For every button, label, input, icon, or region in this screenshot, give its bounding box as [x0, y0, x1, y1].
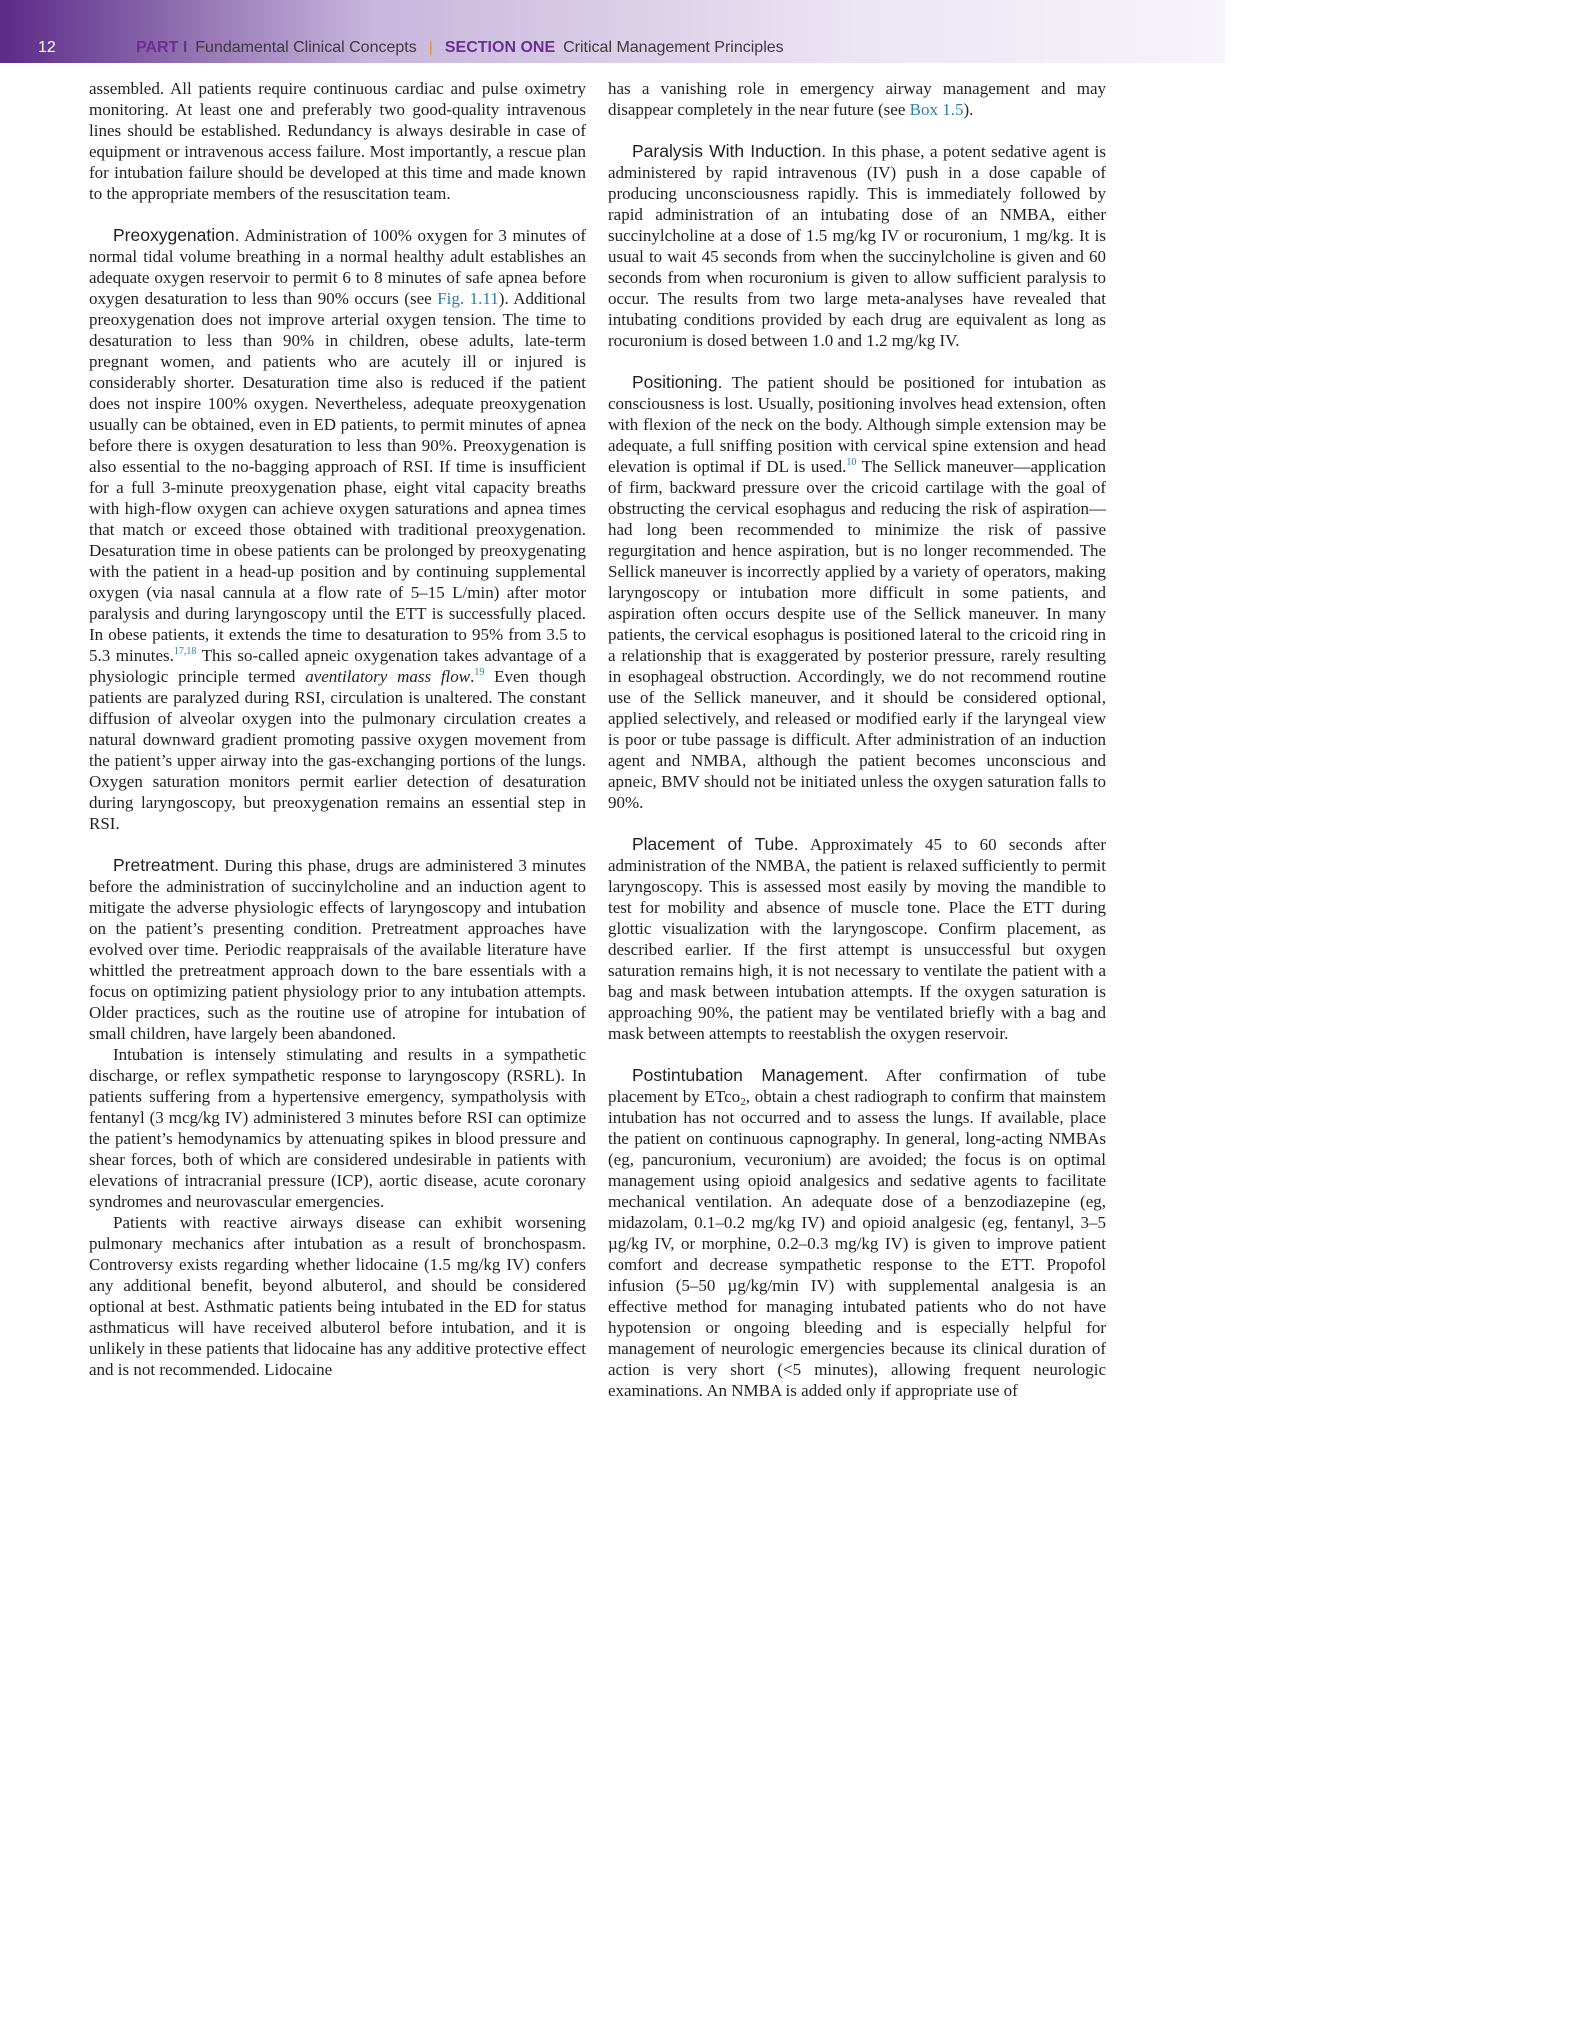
running-head-text	[136, 37, 784, 59]
left-column	[89, 78, 586, 1380]
right-column	[608, 78, 1106, 1401]
citation-link[interactable]: 10	[846, 457, 857, 468]
running-header	[0, 0, 1225, 63]
part-title: Fundamental Clinical Concepts	[195, 39, 417, 56]
citation-link[interactable]: 17,18	[173, 646, 197, 657]
paragraph-intubation: Intubation is intensely stimulating and results in a sympathetic discharge, or reflex sympathetic response to laryngoscopy (RSRL). In patients suffering from a hypertensive emergency, sympatholysis with fentanyl (3 mcg/kg IV) administered 3 minutes before RSI can optimize the patient’s hemodynamics by attenuating spikes in blood pressure and shear forces, both of which are considered undesirable in patients with elevations of intracranial pressure (ICP), aortic disease, acute coronary syndromes and neurovascular emergencies.	[89, 1045, 586, 1211]
paragraph-placement: Placement of Tube. Approximately 45 to 60 seconds after administration of the NMBA, the patient is relaxed sufficiently to permit laryngoscopy. This is assessed most easily by moving the mandible to test for mobility and absence of muscle tone. Place the ETT during glottic visualization with the laryngoscope. Confirm placement, as described earlier. If the first attempt is unsuccessful but oxygen saturation remains high, it is not necessary to ventilate the patient with a bag and mask between intubation attempts. If the oxygen saturation is approaching 90%, the patient may be ventilated briefly with a bag and mask between attempts to reestablish the oxygen reservoir.	[608, 834, 1106, 1043]
header-separator: |	[428, 39, 433, 56]
heading-placement: Placement of Tube.	[632, 834, 799, 854]
heading-preoxygenation: Preoxygenation.	[113, 225, 240, 245]
section-label: SECTION ONE	[444, 39, 556, 56]
paragraph-paralysis: Paralysis With Induction. In this phase, a potent sedative agent is administered by rapid intravenous (IV) push in a dose capable of producing unconsciousness rapidly. This is immediately followed by rapid administration of an intubating dose of an NMBA, either succinylcholine at a dose of 1.5 mg/kg IV or rocuronium, 1 mg/kg. It is usual to wait 45 seconds from when the succinylcholine is given and 60 seconds from when rocuronium is given to allow sufficient paralysis to occur. The results from two large meta-analyses have revealed that intubating conditions provided by each drug are equivalent as long as rocuronium is dosed between 1.0 and 1.2 mg/kg IV.	[608, 141, 1106, 350]
paragraph-pretreatment: Pretreatment. During this phase, drugs are administered 3 minutes before the administration of succinylcholine and an induction agent to mitigate the adverse physiologic effects of laryngoscopy and intubation on the patient’s presenting condition. Pretreatment approaches have evolved over time. Periodic reappraisals of the available literature have whittled the pretreatment approach down to the bare essentials with a focus on optimizing patient physiology prior to any intubation attempts. Older practices, such as the routine use of atropine for intubation of small children, have largely been abandoned.	[89, 855, 586, 1043]
paragraph-preoxygenation: Preoxygenation. Administration of 100% oxygen for 3 minutes of normal tidal volume breathing in a normal healthy adult establishes an adequate oxygen reservoir to permit 6 to 8 minutes of safe apnea before oxygen desaturation to less than 90% occurs (see Fig. 1.11). Additional preoxygenation does not improve arterial oxygen tension. The time to desaturation to less than 90% in children, obese adults, late-term pregnant women, and patients who are acutely ill or injured is considerably shorter. Desaturation time also is reduced if the patient does not inspire 100% oxygen. Nevertheless, adequate preoxygenation usually can be obtained, even in ED patients, to permit minutes of apnea before there is oxygen desaturation to less than 90%. Preoxygenation is also essential to the no-bagging approach of RSI. If time is insufficient for a full 3-minute preoxygenation phase, eight vital capacity breaths with high-flow oxygen can achieve oxygen saturations and apnea times that match or exceed those obtained with traditional preoxygenation. Desaturation time in obese patients can be prolonged by preoxygenating with the patient in a head-up position and by continuing supplemental oxygen (via nasal cannula at a flow rate of 5–15 L/min) after motor paralysis and during laryngoscopy until the ETT is successfully placed. In obese patients, it extends the time to desaturation to 95% from 3.5 to 5.3 minutes.$^{17,18}$ This so-called apneic oxygenation takes advantage of a physiologic principle termed aventilatory mass flow.$^{19}$ Even though patients are paralyzed during RSI, circulation is unaltered. The constant diffusion of alveolar oxygen into the pulmonary circulation creates a natural downward gradient promoting passive oxygen movement from the patient’s upper airway into the gas-exchanging portions of the lungs. Oxygen saturation monitors permit earlier detection of desaturation during laryngoscopy, but preoxygenation remains an essential step in RSI.	[89, 225, 586, 833]
heading-positioning: Positioning.	[632, 372, 723, 392]
paragraph-continued: assembled. All patients require continuous cardiac and pulse oximetry monitoring. At least one and preferably two good-quality intravenous lines should be established. Redundancy is always desirable in case of equipment or intravenous access failure. Most importantly, a rescue plan for intubation failure should be developed at this time and made known to the appropriate members of the resuscitation team.	[89, 79, 586, 203]
heading-postintubation: Postintubation Management.	[632, 1065, 869, 1085]
heading-pretreatment: Pretreatment.	[113, 855, 220, 875]
paragraph-continued-right: has a vanishing role in emergency airway management and may disappear completely in the near future (see Box 1.5).	[608, 79, 1106, 119]
citation-link[interactable]: 19	[474, 667, 485, 678]
box-link[interactable]: Box 1.5	[909, 100, 964, 119]
page-number: 12	[38, 39, 56, 56]
paragraph-reactive-airways: Patients with reactive airways disease can exhibit worsening pulmonary mechanics after intubation as a result of bronchospasm. Controversy exists regarding whether lidocaine (1.5 mg/kg IV) confers any additional benefit, beyond albuterol, and should be considered optional at best. Asthmatic patients being intubated in the ED for status asthmaticus will have received albuterol before intubation, and it is unlikely in these patients that lidocaine has any additive protective effect and is not recommended. Lidocaine	[89, 1213, 586, 1379]
section-title: Critical Management Principles	[563, 39, 784, 56]
heading-paralysis: Paralysis With Induction.	[632, 141, 827, 161]
paragraph-positioning: Positioning. The patient should be positioned for intubation as consciousness is lost. Usually, positioning involves head extension, often with flexion of the neck on the body. Although simple extension may be adequate, a full sniffing position with cervical spine extension and head elevation is optimal if DL is used.$^{10}$ The Sellick maneuver—application of firm, backward pressure over the cricoid cartilage with the goal of obstructing the cervical esophagus and reducing the risk of aspiration—had long been recommended to minimize the risk of passive regurgitation and hence aspiration, but is no longer recommended. The Sellick maneuver is incorrectly applied by a variety of operators, making laryngoscopy or intubation more difficult in some patients, and aspiration often occurs despite use of the Sellick maneuver. In many patients, the cervical esophagus is positioned lateral to the cricoid ring in a relationship that is exaggerated by posterior pressure, rarely resulting in esophageal obstruction. Accordingly, we do not recommend routine use of the Sellick maneuver, and it should be considered optional, applied selectively, and released or modified early if the laryngeal view is poor or tube passage is difficult. After administration of an induction agent and NMBA, although the patient becomes unconscious and apneic, BMV should not be initiated unless the oxygen saturation falls to 90%.	[608, 372, 1107, 812]
part-label: PART I	[136, 39, 188, 56]
figure-link[interactable]: Fig. 1.11	[437, 289, 499, 308]
italic-term: aventilatory mass flow	[305, 667, 471, 686]
paragraph-postintubation: Postintubation Management. After confirmation of tube placement by ETco$_2$, obtain a chest radiograph to confirm that mainstem intubation has not occurred and to assess the lungs. If available, place the patient on continuous capnography. In general, long-acting NMBAs (eg, pancuronium, vecuronium) are avoided; the focus is on optimal management using opioid analgesics and sedative agents to facilitate mechanical ventilation. An adequate dose of a benzodiazepine (eg, midazolam, 0.1–0.2 mg/kg IV) and opioid analgesic (eg, fentanyl, 3–5 µg/kg IV, or morphine, 0.2–0.3 mg/kg IV) is given to improve patient comfort and decrease sympathetic response to the ETT. Propofol infusion (5–50 µg/kg/min IV) with supplemental analgesia is an effective method for managing intubated patients who do not have hypotension or ongoing bleeding and is especially helpful for management of neurologic emergencies because its clinical duration of action is very short (<5 minutes), allowing frequent neurologic examinations. An NMBA is added only if appropriate use of	[608, 1065, 1106, 1400]
